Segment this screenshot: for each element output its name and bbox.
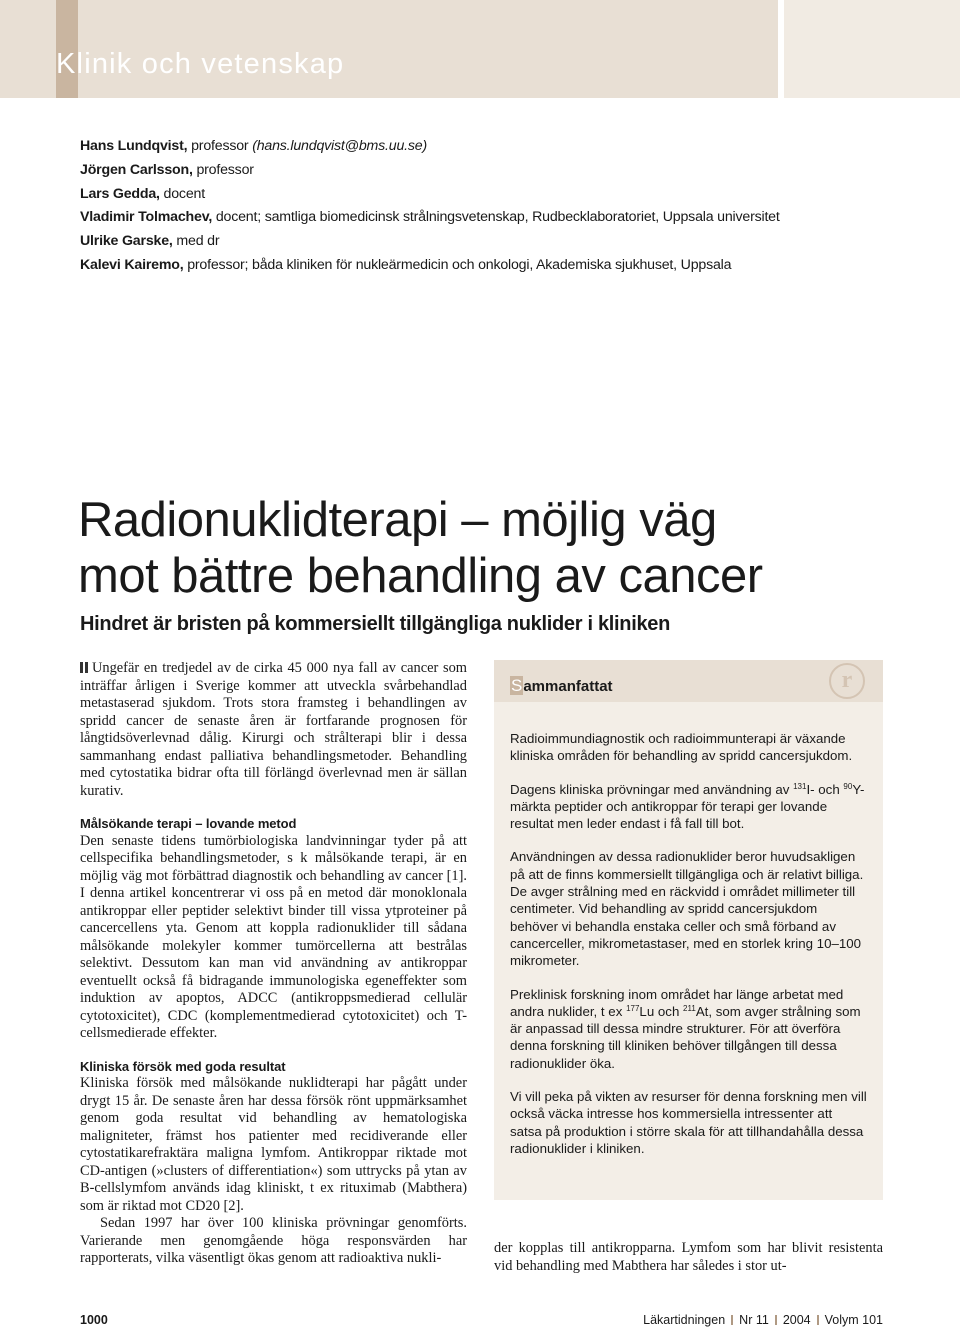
- body-paragraph-continued: der kopplas till antikropparna. Lymfom som har blivit resistenta vid behandling med Mabthera har således i stor ut-: [494, 1240, 883, 1274]
- section-title-rest: linik och vetenskap: [76, 48, 345, 80]
- summary-header: [494, 660, 883, 702]
- isotope-mass-number: 90: [843, 781, 853, 791]
- headline-line-1: Radionuklidterapi – möjlig väg: [78, 493, 717, 547]
- summary-text: Y-märkta peptider och antikroppar för terapi ger lovande resultat men leder endast i få fall till bot.: [510, 781, 865, 832]
- footer-separator: [817, 1315, 819, 1325]
- section-heading: Målsökande terapi – lovande metod: [80, 816, 297, 831]
- r-logo-icon: r: [829, 663, 865, 699]
- author-role: professor: [187, 138, 253, 154]
- article-headline: [78, 492, 938, 604]
- author-role: med dr: [172, 233, 220, 250]
- author-line: [80, 183, 920, 207]
- section-header: [0, 0, 960, 98]
- isotope-mass-number: 177: [626, 1003, 640, 1013]
- intro-text: Ungefär en tredjedel av de cirka 45 000 nya fall av cancer som inträffar årligen i Sverige kommer att utveckla svårbehandlad metastaserad sjukdom. Trots stora framsteg i behandlingen av spridd cancer de senaste åren är fortfarande prognosen för långtidsöverlevnad dålig. Kirurgi och strålterapi blir i dessa sammanhang endast palliativa behandlingsmetoder. Behandling med cytostatika bidrar ofta till förlängd överlevnad men är sällan kurativ.: [80, 660, 467, 799]
- headline-line-2: mot bättre behandling av cancer: [78, 549, 763, 603]
- author-name: Jörgen Carlsson,: [80, 161, 193, 178]
- summary-text: I- och: [806, 781, 844, 797]
- section-title: [56, 48, 344, 81]
- author-line: [80, 206, 920, 230]
- journal-year: 2004: [782, 1313, 811, 1327]
- intro-paragraph: [80, 660, 467, 800]
- author-name: Kalevi Kairemo,: [80, 256, 184, 273]
- author-role: docent: [159, 185, 205, 202]
- header-right-band: [784, 0, 960, 98]
- summary-paragraph: [510, 781, 867, 833]
- author-name: Ulrike Garske,: [80, 233, 173, 250]
- body-paragraph: Kliniska försök med målsökande nuklidterapi har pågått under drygt 15 år. De senaste åren har dessa försök rönt uppmärksamhet genom goda resultat vid behandling av hematologiska maligniteter, främst hos patienter med recidiverande eller cytostatikarefraktära maligna lymfom. Antikroppar riktade mot CD-antigen (»clusters of differentiation«) som uttrycks på ytan av B-cellslymfom används idag kliniskt, t ex rituximab (Mabthera) som är riktad mot CD20 [2].: [80, 1075, 467, 1214]
- summary-title: [510, 676, 613, 696]
- author-email-link[interactable]: (hans.lundqvist@bms.uu.se): [252, 138, 427, 154]
- journal-issue: Nr 11: [739, 1313, 769, 1327]
- page-number: 1000: [80, 1313, 108, 1327]
- footer-separator: [775, 1315, 777, 1325]
- summary-body: [510, 730, 867, 1173]
- author-line: [80, 254, 920, 278]
- summary-text: Lu och: [639, 1003, 684, 1019]
- author-role: professor: [192, 161, 254, 178]
- lead-marker-icon: [80, 662, 88, 673]
- author-role: docent; samtliga biomedicinsk strålningsvetenskap, Rudbecklaboratoriet, Uppsala universitet: [212, 209, 780, 226]
- body-paragraph: Sedan 1997 har över 100 kliniska prövningar genomförts. Varierande men genomgående höga responsvärden har rapporterats, vilka väsentligt ökas genom att radioaktiva nukli-: [80, 1215, 467, 1266]
- section-title-initial: K: [56, 48, 77, 80]
- isotope-mass-number: 131: [793, 781, 807, 791]
- journal-volume: Volym 101: [824, 1313, 883, 1327]
- author-role: professor; båda kliniken för nukleärmedicin och onkologi, Akademiska sjukhuset, Uppsala: [183, 256, 732, 273]
- body-column-left: [80, 660, 467, 1268]
- summary-paragraph: Radioimmundiagnostik och radioimmunterapi är växande kliniska områden för behandling av spridd cancersjukdom.: [510, 731, 853, 764]
- body-paragraph: Den senaste tidens tumörbiologiska landvinningar tyder på att cellspecifika behandlingsmetoder, s k målsökande terapi, är en möjlig väg mot förbättrad diagnostik och behandling av cancer [1]. I denna artikel koncentrerar vi oss på en metod där monoklonala antikroppar eller peptider selektivt binder till vissa ytproteiner på cancercellens yta. Genom att koppla radionuklider till sådana målsökande molekyler kommer tumörcellerna att bestrålas selektivt. Dessutom kan man vid användning av antikroppar eventuellt också få bidragande immunologiska egeneffekter som induktion av apoptos, ADCC (antikroppsmedierad cellulär cytotoxicitet), CDC (komplementmedierad cytotoxicitet) och T-cellsmedierade effekter.: [80, 832, 467, 1041]
- summary-title-rest: ammanfattat: [523, 678, 613, 695]
- summary-paragraph: Vi vill peka på vikten av resurser för denna forskning men vill också väcka intresse hos kommersiella intressenter att satsa på produktion i större skala för att tillhandahålla dessa radionuklider i kliniken.: [510, 1089, 867, 1156]
- body-column-right: [494, 1240, 883, 1275]
- summary-paragraph: Användningen av dessa radionuklider beror huvudsakligen på att de finns kommersiellt tillgängliga och är relativt billiga. De avger strålning med en räckvidd i området millimeter till centimeter. Vid behandling av spridd cancersjukdom behöver vi behandla enstaka celler och små förband av cancerceller, mikrometastaser, med en storlek kring 10–100 mikrometer.: [510, 849, 864, 969]
- summary-text: Preklinisk forskning inom området har länge arbetat med andra nuklider, t ex: [510, 986, 844, 1019]
- journal-name: Läkartidningen: [643, 1313, 726, 1327]
- author-list: [80, 135, 920, 278]
- author-name: Lars Gedda,: [80, 185, 160, 202]
- summary-text: At, som avger strålning som är anpassad till dessa mindre strukturer. För att överföra denna forskning till kliniken behöver tillgången till dessa radionuklider öka.: [510, 1003, 861, 1071]
- author-line: [80, 135, 920, 159]
- footer-separator: [731, 1315, 733, 1325]
- section-heading: Kliniska försök med goda resultat: [80, 1058, 286, 1074]
- article-subheading: Hindret är bristen på kommersiellt tillgängliga nuklider i kliniken: [80, 613, 671, 635]
- summary-paragraph: [510, 986, 867, 1072]
- author-line: [80, 230, 920, 254]
- isotope-mass-number: 211: [683, 1003, 696, 1013]
- summary-box: [494, 660, 883, 1200]
- journal-info: [643, 1313, 883, 1327]
- author-name: Vladimir Tolmachev,: [80, 209, 213, 226]
- summary-title-initial: S: [511, 676, 523, 695]
- author-line: [80, 159, 920, 183]
- summary-text: Dagens kliniska prövningar med användning av: [510, 781, 794, 797]
- author-name: Hans Lundqvist,: [80, 138, 188, 154]
